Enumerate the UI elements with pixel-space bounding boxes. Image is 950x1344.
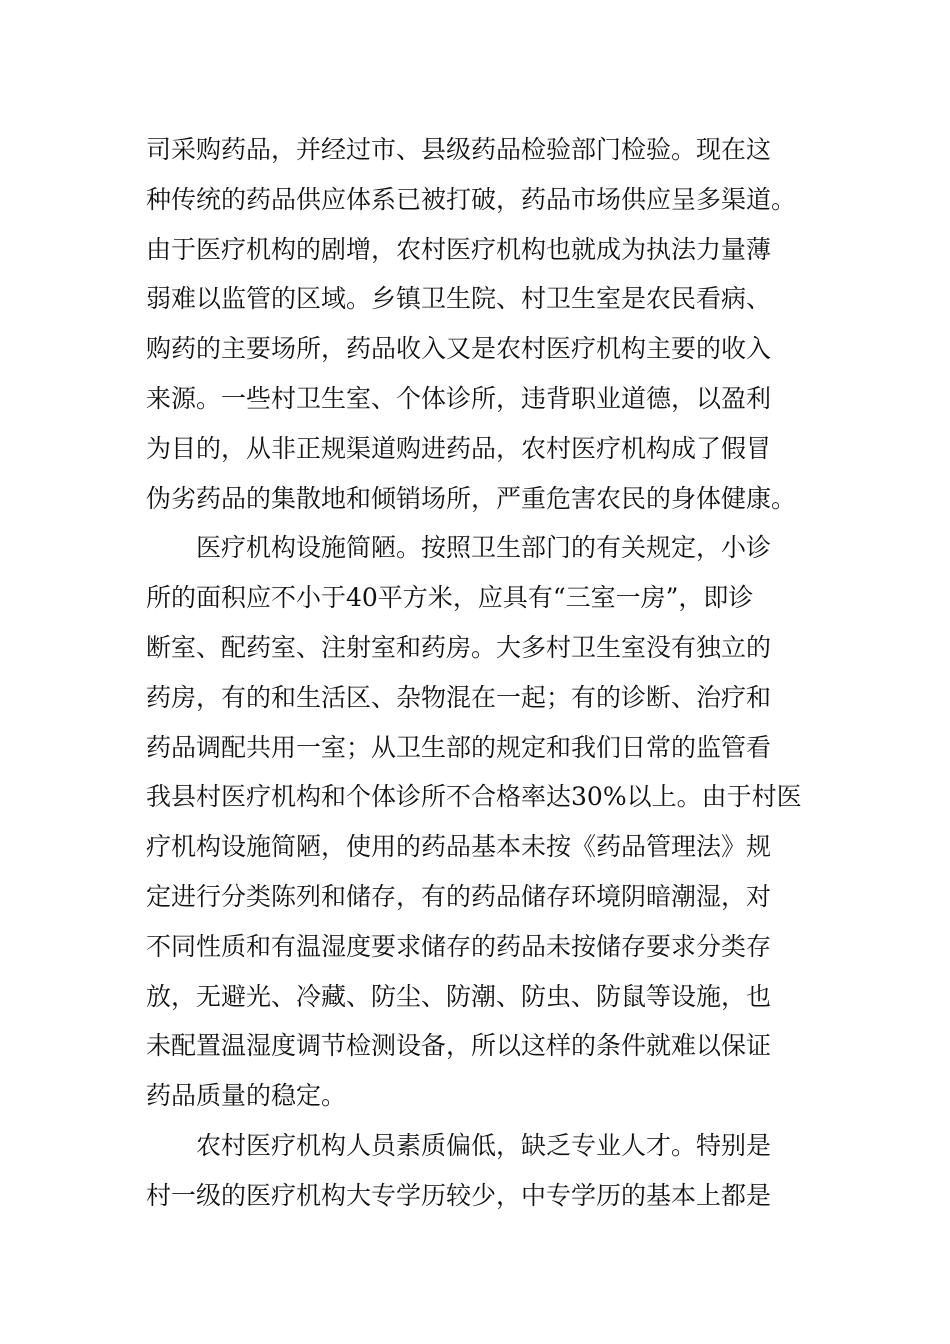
text-line: 村一级的医疗机构大专学历较少，中专学历的基本上都是 [146,1180,772,1210]
paragraph-1 [146,125,816,523]
text-line: 药房，有的和生活区、杂物混在一起；有的诊断、治疗和 [146,682,772,712]
text-line: 定进行分类陈列和储存，有的药品储存环境阴暗潮湿，对 [146,881,772,911]
text-line: 药品质量的稳定。 [146,1081,347,1111]
text-line: 由于医疗机构的剧增，农村医疗机构也就成为执法力量薄 [146,234,772,264]
text-line: 为目的，从非正规渠道购进药品，农村医疗机构成了假冒 [146,433,772,463]
text-line: 断室、配药室、注射室和药房。大多村卫生室没有独立的 [146,632,772,662]
paragraph-3 [146,1121,816,1221]
text-line: 来源。一些村卫生室、个体诊所，违背职业道德，以盈利 [146,383,772,413]
text-line: 放，无避光、冷藏、防尘、防潮、防虫、防鼠等设施，也 [146,981,772,1011]
text-line: 疗机构设施简陋，使用的药品基本未按《药品管理法》规 [146,832,772,862]
text-line: 农村医疗机构人员素质偏低，缺乏专业人才。特别是 [196,1130,772,1160]
text-line: 我县村医疗机构和个体诊所不合格率达30%以上。由于村医 [146,782,802,812]
text-line: 弱难以监管的区域。乡镇卫生院、村卫生室是农民看病、 [146,284,772,314]
document-body [146,125,816,1221]
text-line: 购药的主要场所，药品收入又是农村医疗机构主要的收入 [146,334,772,364]
text-line: 药品调配共用一室；从卫生部的规定和我们日常的监管看 [146,732,772,762]
text-line: 未配置温湿度调节检测设备，所以这样的条件就难以保证 [146,1031,772,1061]
paragraph-2 [146,523,816,1121]
text-line: 伪劣药品的集散地和倾销场所，严重危害农民的身体健康。 [146,483,797,513]
text-line: 医疗机构设施简陋。按照卫生部门的有关规定，小诊 [196,533,772,563]
text-line: 所的面积应不小于40平方米，应具有“三室一房”，即诊 [146,583,754,613]
text-line: 不同性质和有温湿度要求储存的药品未按储存要求分类存 [146,931,772,961]
text-line: 司采购药品，并经过市、县级药品检验部门检验。现在这 [146,135,772,164]
text-line: 种传统的药品供应体系已被打破，药品市场供应呈多渠道。 [146,184,797,214]
